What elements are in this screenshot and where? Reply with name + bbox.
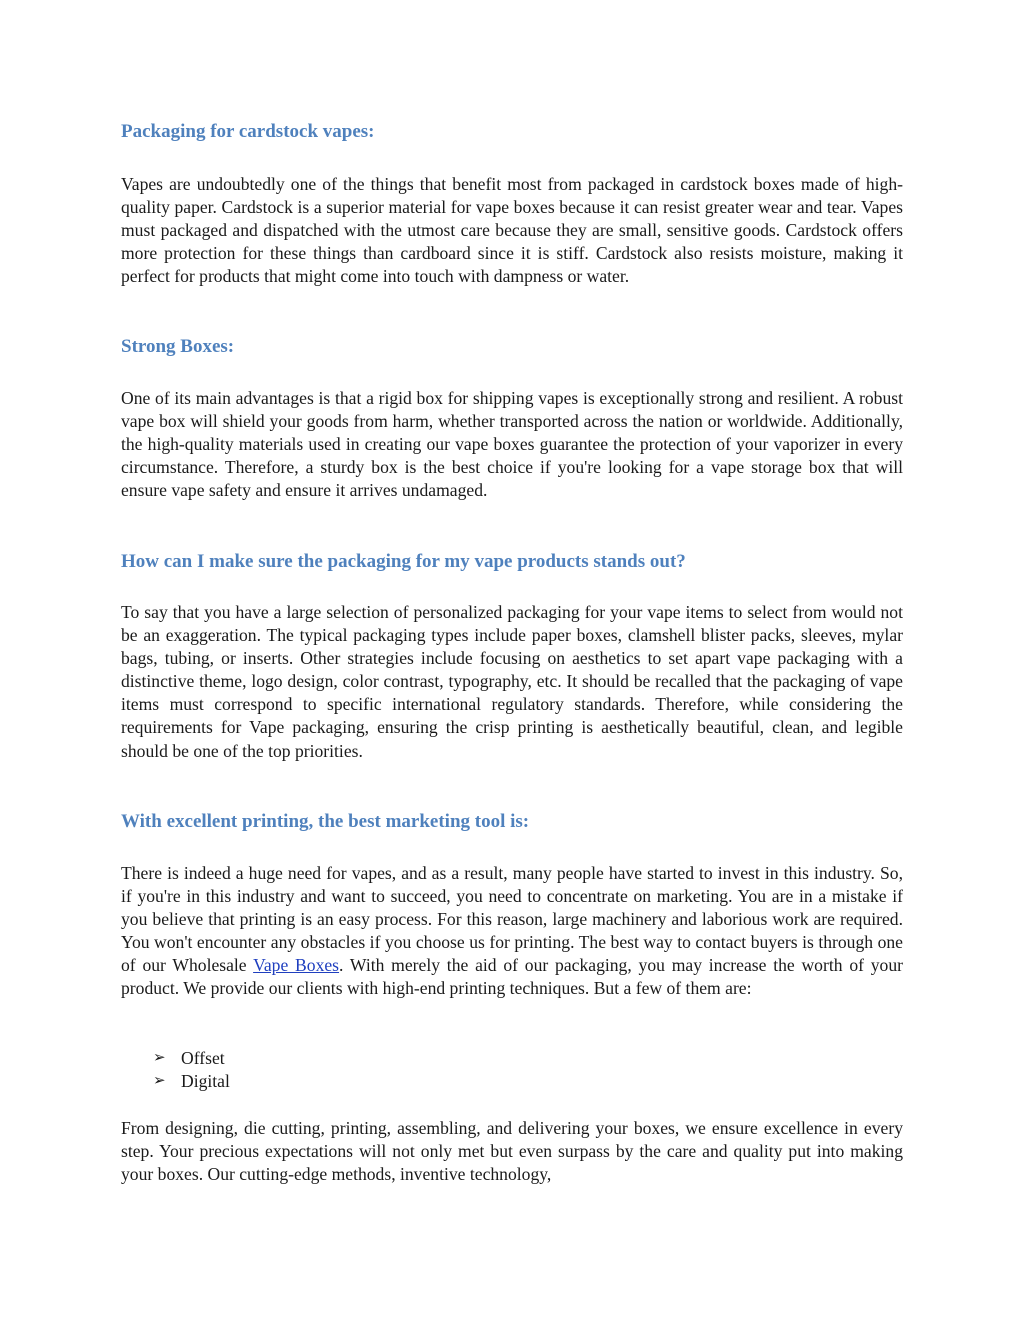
section-heading-cardstock: Packaging for cardstock vapes:: [121, 121, 375, 142]
section-heading-strong-boxes: Strong Boxes:: [121, 336, 235, 357]
section-body-strong-boxes: One of its main advantages is that a rigid box for shipping vapes is exceptionally strong and resilient. A robust vape box will shield your goods from harm, whether transported across the nation or worldwide. Additionally, the high-quality materials used in creating our vape boxes guarantee the protection of your vaporizer in every circumstance. Therefore, a sturdy box is the best choice if you're looking for a vape storage box that will ensure vape safety and ensure it arrives undamaged.: [121, 388, 903, 501]
list-item: [153, 1047, 230, 1070]
section-body-stand-out: To say that you have a large selection of personalized packaging for your vape items to select from would not be an exaggeration. The typical packaging types include paper boxes, clamshell blister packs, sleeves, mylar bags, tubing, or inserts. Other strategies include focusing on aesthetics to set apart vape packaging with a distinctive theme, logo design, color contrast, typography, etc. It should be recalled that the packaging of vape items must correspond to specific international regulatory standards. Therefore, while considering the requirements for Vape packaging, ensuring the crisp printing is aesthetically beautiful, clean, and legible should be one of the top priorities.: [121, 602, 903, 761]
vape-boxes-link[interactable]: Vape Boxes: [253, 955, 340, 976]
printing-text-before-link: There is indeed a huge need for vapes, and as a result, many people have started to invest in this industry. So, if you're in this industry and want to succeed, you need to concentrate on marketing. You are in a mistake if you believe that printing is an easy process. For this reason, large machinery and laborious work are required. You won't encounter any obstacles if you choose us for printing. The best way to contact buyers is through one of our Wholesale: [121, 863, 903, 976]
list-item: [153, 1070, 230, 1093]
list-item-label: Digital: [181, 1071, 230, 1092]
closing-paragraph: From designing, die cutting, printing, assembling, and delivering your boxes, we ensure excellence in every step. Your precious expectations will not only met but even surpass by the care and quality put into making your boxes. Our cutting-edge methods, inventive technology,: [121, 1118, 903, 1185]
printing-text-after-link: . With merely the aid of our packaging, you may increase the worth of your product. We provide our clients with high-end printing techniques. But a few of them are:: [121, 955, 904, 999]
section-heading-printing: With excellent printing, the best marketing tool is:: [121, 811, 530, 832]
arrowhead-bullet-icon: ➢: [153, 1050, 166, 1067]
section-body-printing: [121, 862, 903, 1001]
arrowhead-bullet-icon: ➢: [153, 1073, 166, 1090]
section-heading-stand-out: How can I make sure the packaging for my vape products stands out?: [121, 551, 686, 572]
printing-techniques-list: [153, 1047, 230, 1093]
section-body-cardstock: Vapes are undoubtedly one of the things that benefit most from packaged in cardstock boxes made of high-quality paper. Cardstock is a superior material for vape boxes because it can resist greater wear and tear. Vapes must packaged and dispatched with the utmost care because they are small, sensitive goods. Cardstock offers more protection for these things than cardboard since it is stiff. Cardstock also resists moisture, making it perfect for products that might come into touch with dampness or water.: [121, 174, 903, 287]
list-item-label: Offset: [181, 1048, 225, 1068]
